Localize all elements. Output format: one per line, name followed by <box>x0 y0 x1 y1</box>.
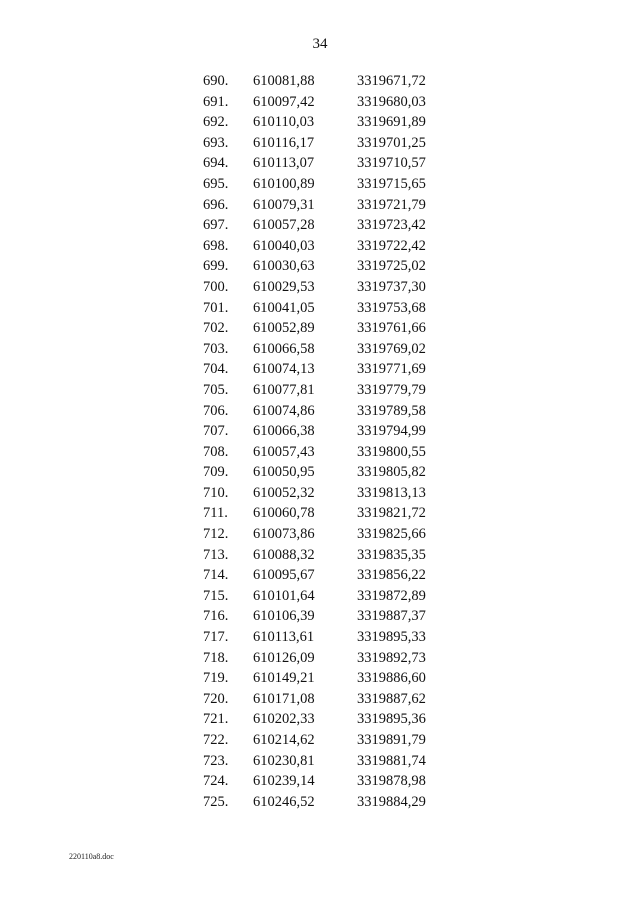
y-coordinate-cell: 3319881,74 <box>357 752 426 769</box>
table-row <box>0 524 640 545</box>
point-number-cell: 694. <box>203 155 229 172</box>
table-row <box>0 401 640 422</box>
table-row <box>0 648 640 669</box>
x-coordinate-cell: 610101,64 <box>253 587 315 604</box>
x-coordinate-cell: 610116,17 <box>253 134 315 151</box>
x-coordinate-cell: 610029,53 <box>253 278 315 295</box>
table-row <box>0 174 640 195</box>
x-coordinate-cell: 610073,86 <box>253 526 315 543</box>
point-number-cell: 714. <box>203 567 229 584</box>
x-coordinate-cell: 610230,81 <box>253 752 315 769</box>
table-row <box>0 133 640 154</box>
point-number-cell: 706. <box>203 402 229 419</box>
table-row <box>0 442 640 463</box>
point-number-cell: 725. <box>203 793 229 810</box>
x-coordinate-cell: 610057,28 <box>253 217 315 234</box>
table-row <box>0 339 640 360</box>
y-coordinate-cell: 3319891,79 <box>357 732 426 748</box>
point-number-cell: 715. <box>203 587 229 604</box>
y-coordinate-cell: 3319761,66 <box>357 320 426 337</box>
table-row <box>0 792 640 813</box>
coordinates-table <box>0 71 640 812</box>
y-coordinate-cell: 3319887,62 <box>357 690 426 707</box>
y-coordinate-cell: 3319701,25 <box>357 134 426 151</box>
point-number-cell: 695. <box>203 175 229 192</box>
point-number-cell: 716. <box>203 608 229 625</box>
y-coordinate-cell: 3319723,42 <box>357 217 426 234</box>
y-coordinate-cell: 3319886,60 <box>357 670 426 687</box>
point-number-cell: 690. <box>203 73 229 89</box>
y-coordinate-cell: 3319725,02 <box>357 258 426 275</box>
x-coordinate-cell: 610030,63 <box>253 258 315 275</box>
point-number-cell: 702. <box>203 320 229 337</box>
point-number-cell: 701. <box>203 299 229 316</box>
y-coordinate-cell: 3319835,35 <box>357 546 426 563</box>
point-number-cell: 693. <box>203 134 229 151</box>
x-coordinate-cell: 610097,42 <box>253 93 315 110</box>
table-row <box>0 503 640 524</box>
y-coordinate-cell: 3319715,65 <box>357 175 426 192</box>
x-coordinate-cell: 610060,78 <box>253 505 315 522</box>
point-number-cell: 709. <box>203 464 229 481</box>
point-number-cell: 703. <box>203 340 229 357</box>
table-row <box>0 92 640 113</box>
table-row <box>0 277 640 298</box>
y-coordinate-cell: 3319884,29 <box>357 793 426 810</box>
x-coordinate-cell: 610079,31 <box>253 196 315 213</box>
point-number-cell: 721. <box>203 711 229 728</box>
y-coordinate-cell: 3319794,99 <box>357 423 426 440</box>
table-row <box>0 586 640 607</box>
x-coordinate-cell: 610100,89 <box>253 175 315 192</box>
y-coordinate-cell: 3319771,69 <box>357 361 426 378</box>
y-coordinate-cell: 3319722,42 <box>357 237 426 254</box>
x-coordinate-cell: 610239,14 <box>253 773 315 790</box>
x-coordinate-cell: 610052,89 <box>253 320 315 337</box>
y-coordinate-cell: 3319825,66 <box>357 526 426 543</box>
x-coordinate-cell: 610113,07 <box>253 155 315 172</box>
table-row <box>0 359 640 380</box>
table-row <box>0 318 640 339</box>
point-number-cell: 696. <box>203 196 229 213</box>
point-number-cell: 691. <box>203 93 229 110</box>
y-coordinate-cell: 3319892,73 <box>357 649 426 666</box>
y-coordinate-cell: 3319710,57 <box>357 155 426 172</box>
x-coordinate-cell: 610074,13 <box>253 361 315 378</box>
y-coordinate-cell: 3319680,03 <box>357 93 426 110</box>
point-number-cell: 698. <box>203 237 229 254</box>
x-coordinate-cell: 610050,95 <box>253 464 315 481</box>
point-number-cell: 712. <box>203 526 229 543</box>
table-row <box>0 421 640 442</box>
table-row <box>0 256 640 277</box>
y-coordinate-cell: 3319789,58 <box>357 402 426 419</box>
y-coordinate-cell: 3319737,30 <box>357 278 426 295</box>
y-coordinate-cell: 3319671,72 <box>357 73 426 89</box>
x-coordinate-cell: 610088,32 <box>253 546 315 563</box>
x-coordinate-cell: 610095,67 <box>253 567 315 584</box>
x-coordinate-cell: 610074,86 <box>253 402 315 419</box>
table-row <box>0 565 640 586</box>
point-number-cell: 708. <box>203 443 229 460</box>
y-coordinate-cell: 3319721,79 <box>357 196 426 213</box>
x-coordinate-cell: 610077,81 <box>253 381 315 398</box>
point-number-cell: 699. <box>203 258 229 275</box>
table-row <box>0 195 640 216</box>
point-number-cell: 724. <box>203 773 229 790</box>
point-number-cell: 704. <box>203 361 229 378</box>
y-coordinate-cell: 3319856,22 <box>357 567 426 584</box>
table-row <box>0 709 640 730</box>
point-number-cell: 697. <box>203 217 229 234</box>
table-row <box>0 298 640 319</box>
x-coordinate-cell: 610110,03 <box>253 114 315 131</box>
y-coordinate-cell: 3319895,36 <box>357 711 426 728</box>
table-row <box>0 751 640 772</box>
x-coordinate-cell: 610171,08 <box>253 690 315 707</box>
table-row <box>0 668 640 689</box>
table-row <box>0 483 640 504</box>
table-row <box>0 606 640 627</box>
point-number-cell: 719. <box>203 670 229 687</box>
x-coordinate-cell: 610149,21 <box>253 670 315 687</box>
point-number-cell: 718. <box>203 649 229 666</box>
y-coordinate-cell: 3319872,89 <box>357 587 426 604</box>
table-row <box>0 730 640 751</box>
table-row <box>0 215 640 236</box>
point-number-cell: 717. <box>203 629 229 646</box>
point-number-cell: 723. <box>203 752 229 769</box>
point-number-cell: 710. <box>203 484 229 501</box>
point-number-cell: 722. <box>203 732 229 748</box>
y-coordinate-cell: 3319895,33 <box>357 629 426 646</box>
table-row <box>0 771 640 792</box>
table-row <box>0 380 640 401</box>
x-coordinate-cell: 610066,58 <box>253 340 315 357</box>
table-row <box>0 462 640 483</box>
point-number-cell: 713. <box>203 546 229 563</box>
x-coordinate-cell: 610106,39 <box>253 608 315 625</box>
y-coordinate-cell: 3319887,37 <box>357 608 426 625</box>
table-row <box>0 236 640 257</box>
point-number-cell: 705. <box>203 381 229 398</box>
x-coordinate-cell: 610126,09 <box>253 649 315 666</box>
x-coordinate-cell: 610052,32 <box>253 484 315 501</box>
y-coordinate-cell: 3319813,13 <box>357 484 426 501</box>
x-coordinate-cell: 610081,88 <box>253 73 315 89</box>
x-coordinate-cell: 610041,05 <box>253 299 315 316</box>
table-row <box>0 112 640 133</box>
y-coordinate-cell: 3319805,82 <box>357 464 426 481</box>
y-coordinate-cell: 3319821,72 <box>357 505 426 522</box>
point-number-cell: 711. <box>203 505 228 522</box>
point-number-cell: 700. <box>203 278 229 295</box>
point-number-cell: 692. <box>203 114 229 131</box>
point-number-cell: 707. <box>203 423 229 440</box>
x-coordinate-cell: 610202,33 <box>253 711 315 728</box>
y-coordinate-cell: 3319800,55 <box>357 443 426 460</box>
table-row <box>0 153 640 174</box>
y-coordinate-cell: 3319753,68 <box>357 299 426 316</box>
y-coordinate-cell: 3319769,02 <box>357 340 426 357</box>
x-coordinate-cell: 610057,43 <box>253 443 315 460</box>
footer-filename: 220110a8.doc <box>69 852 114 861</box>
x-coordinate-cell: 610214,62 <box>253 732 315 748</box>
y-coordinate-cell: 3319878,98 <box>357 773 426 790</box>
x-coordinate-cell: 610113,61 <box>253 629 315 646</box>
table-row <box>0 71 640 92</box>
point-number-cell: 720. <box>203 690 229 707</box>
table-row <box>0 545 640 566</box>
x-coordinate-cell: 610040,03 <box>253 237 315 254</box>
page-number: 34 <box>312 36 328 52</box>
y-coordinate-cell: 3319691,89 <box>357 114 426 131</box>
x-coordinate-cell: 610246,52 <box>253 793 315 810</box>
x-coordinate-cell: 610066,38 <box>253 423 315 440</box>
table-row <box>0 689 640 710</box>
table-row <box>0 627 640 648</box>
y-coordinate-cell: 3319779,79 <box>357 381 426 398</box>
